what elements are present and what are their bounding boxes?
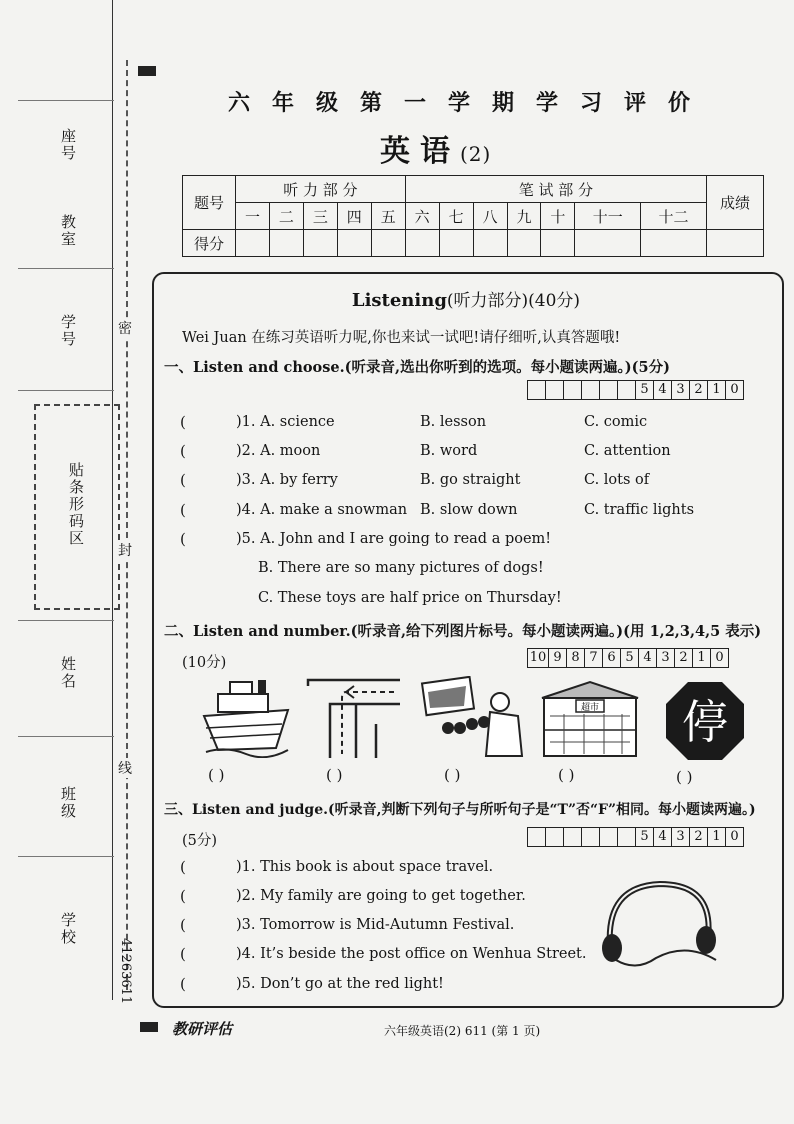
score-tick[interactable]: 2 [689,381,707,399]
doc-code: 41263611 [118,938,133,1005]
seal-mi: 密 [118,318,132,338]
score-col: 八 [473,203,507,230]
sec1-q1-a: )1. A. science [236,414,335,430]
picture-answer[interactable]: ( ) [676,768,693,786]
sec1-q1-b: B. lesson [420,414,487,430]
sec3-heading: 三、Listen and judge.(听录音,判断下列句子与所听句子是“T”否“F”相同。每小题读两遍。) [164,802,756,818]
barcode-label: 贴条形码区 [67,462,85,547]
sec1-q4-c: C. traffic lights [584,502,695,518]
score-tick[interactable]: 0 [725,828,743,846]
score-col: 十 [541,203,575,230]
sec2-points: (10分) [182,655,227,671]
score-table-q-label: 题号 [183,176,236,230]
sec1-q2-c: C. attention [584,443,671,459]
answer-paren[interactable]: ( [180,945,186,963]
score-cell[interactable] [439,230,473,257]
answer-paren[interactable]: ( [180,530,186,548]
sec1-q3-a: )3. A. by ferry [236,472,338,488]
sec1-q3-b: B. go straight [420,472,521,488]
sec3-q5: )5. Don’t go at the red light! [236,976,444,992]
score-table [182,175,764,257]
answer-paren[interactable]: ( [180,471,186,489]
sec1-q4-a: )4. A. make a snowman [236,502,408,518]
side-divider [18,268,114,269]
score-tick[interactable]: 6 [602,649,620,667]
sec1-q2-b: B. word [420,443,478,459]
score-col: 五 [371,203,405,230]
score-tick[interactable]: 10 [529,650,547,665]
score-cell[interactable] [236,230,270,257]
score-tick[interactable]: 5 [635,828,653,846]
picture-answer[interactable]: ( ) [558,766,575,784]
answer-paren[interactable]: ( [180,442,186,460]
score-tick[interactable]: 0 [725,381,743,399]
score-cell[interactable] [303,230,337,257]
score-col: 七 [439,203,473,230]
sec3-q4: )4. It’s beside the post office on Wenhua Street. [236,946,587,962]
stop-sign-char: 停 [682,695,728,749]
answer-paren[interactable]: ( [180,916,186,934]
sec1-q3-c: C. lots of [584,472,650,488]
score-cell[interactable] [707,230,764,257]
sec3-q1: )1. This book is about space travel. [236,859,494,875]
answer-paren[interactable]: ( [180,975,186,993]
score-col: 九 [507,203,541,230]
score-col: 十一 [575,203,641,230]
score-tick[interactable]: 8 [566,649,584,667]
score-table-total: 成绩 [707,176,764,230]
sec2-scorebar [527,648,729,668]
score-cell[interactable] [405,230,439,257]
score-tick[interactable]: 5 [620,649,638,667]
score-tick[interactable]: 0 [710,649,728,667]
footer-marker [140,1022,158,1032]
score-tick[interactable]: 7 [584,649,602,667]
seal-dashed-line [126,60,128,990]
score-col: 二 [269,203,303,230]
sec1-q4-b: B. slow down [420,502,518,518]
picture-answer[interactable]: ( ) [444,766,461,784]
subject-title [380,126,600,170]
answer-paren[interactable]: ( [180,413,186,431]
answer-paren[interactable]: ( [180,887,186,905]
score-tick[interactable]: 5 [635,381,653,399]
sec3-scorebar [527,827,744,847]
answer-paren[interactable]: ( [180,858,186,876]
page-title: 六年级第一学期学习评价 [227,90,712,116]
sec1-heading: 一、Listen and choose.(听录音,选出你听到的选项。每小题读两遍。)(5分) [164,359,670,376]
score-tick[interactable]: 2 [674,649,692,667]
score-col: 六 [405,203,439,230]
score-cell[interactable] [371,230,405,257]
corner-marker [138,66,156,76]
score-tick[interactable]: 4 [653,381,671,399]
ship-picture [196,676,296,758]
listening-title: Listening [351,290,447,311]
score-cell[interactable] [641,230,707,257]
stop-sign-picture [664,680,746,762]
score-table-listening: 听 力 部 分 [236,176,406,203]
score-row-label: 得分 [183,230,236,257]
picture-answer[interactable]: ( ) [326,766,343,784]
answer-paren[interactable]: ( [180,501,186,519]
footer-left: 教研评估 [172,1020,233,1038]
score-cell[interactable] [507,230,541,257]
sec1-q1-c: C. comic [584,414,648,430]
side-divider [18,620,114,621]
score-tick[interactable]: 1 [707,381,725,399]
sec3-q2: )2. My family are going to get together. [236,888,526,904]
listening-title-cn: (听力部分)(40分) [446,291,581,311]
student-id-label: 学号 [59,314,77,348]
shop-sign: 超市 [580,703,600,713]
score-cell[interactable] [473,230,507,257]
road-arrow-picture [306,674,402,760]
school-label: 学校 [59,912,77,946]
score-cell[interactable] [337,230,371,257]
seat-label: 座号 [59,128,77,162]
score-cell[interactable] [575,230,641,257]
score-tick[interactable]: 4 [653,828,671,846]
side-divider [18,390,114,391]
score-col: 十二 [641,203,707,230]
room-label: 教室 [59,214,77,248]
sec1-q5-b: B. There are so many pictures of dogs! [258,560,544,576]
subject-num: (2) [460,142,492,166]
sec3-points: (5分) [182,833,218,849]
sec2-heading: 二、Listen and number.(听录音,给下列图片标号。每小题读两遍。)(用 1,2,3,4,5 表示) [164,623,762,640]
score-tick[interactable]: 3 [671,828,689,846]
seal-feng: 封 [118,540,132,560]
seal-xian: 线 [118,758,132,778]
score-tick[interactable]: 4 [638,649,656,667]
side-divider [18,856,114,857]
sec1-q2-a: )2. A. moon [236,443,321,459]
score-col: 四 [337,203,371,230]
side-divider [18,736,114,737]
side-divider [18,100,114,101]
sec1-q5-a: )5. A. John and I are going to read a poem! [236,531,552,547]
picture-answer[interactable]: ( ) [208,766,225,784]
headphones-icon [596,876,726,972]
sec1-scorebar [527,380,744,400]
sec3-q3: )3. Tomorrow is Mid-Autumn Festival. [236,917,515,933]
score-col: 一 [236,203,270,230]
score-tick[interactable]: 3 [656,649,674,667]
score-cell[interactable] [541,230,575,257]
score-tick[interactable]: 1 [707,828,725,846]
score-cell[interactable] [269,230,303,257]
score-col: 三 [303,203,337,230]
score-tick[interactable]: 9 [548,649,566,667]
name-label: 姓名 [59,656,77,690]
score-tick[interactable]: 1 [692,649,710,667]
sec1-q5-c: C. These toys are half price on Thursday! [258,590,562,606]
class-label: 班级 [59,786,77,820]
footer-page: 六年级英语(2) 611 (第 1 页) [384,1024,541,1038]
score-tick[interactable]: 2 [689,828,707,846]
score-table-written: 笔 试 部 分 [405,176,706,203]
listening-heading [152,286,780,311]
subject-name: 英语 [380,134,460,169]
score-tick[interactable]: 3 [671,381,689,399]
listening-intro: Wei Juan 在练习英语听力呢,你也来试一试吧!请仔细听,认真答题哦! [182,330,621,346]
supermarket-picture [538,680,642,760]
cinema-picture [420,676,528,762]
